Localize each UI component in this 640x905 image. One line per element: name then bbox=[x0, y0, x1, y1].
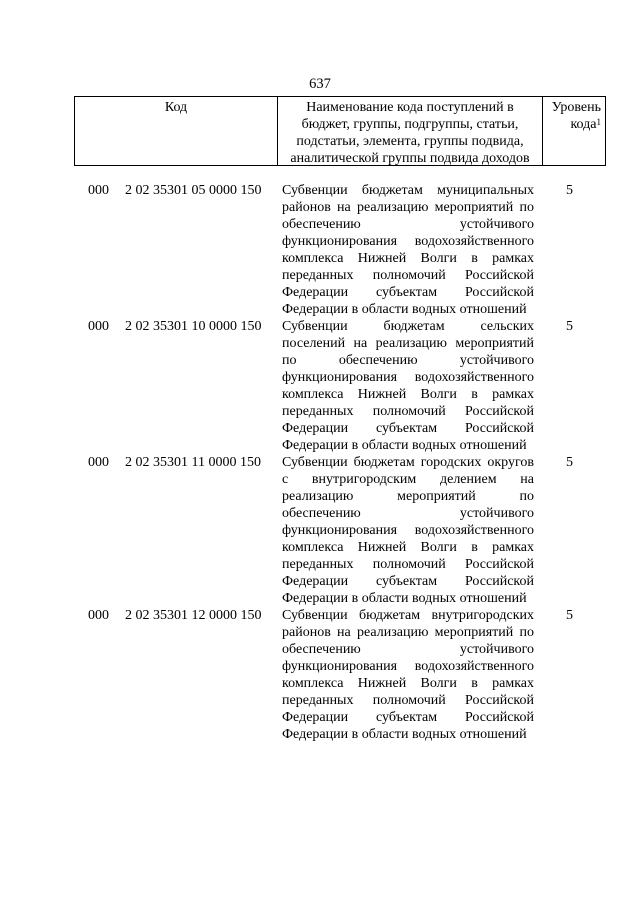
header-level-footnote: 1 bbox=[596, 117, 601, 127]
table-body bbox=[0, 182, 640, 743]
row-income-code: 2 02 35301 11 0000 150 bbox=[125, 455, 261, 470]
header-name-label: Наименование кода поступлений в бюджет, группы, подгруппы, статьи, подстатьи, элемента, группы подвида, аналитической группы подвида доходов bbox=[290, 100, 530, 166]
header-level-cell bbox=[543, 97, 605, 165]
table-row bbox=[0, 182, 640, 318]
table-header bbox=[74, 96, 606, 166]
row-level: 5 bbox=[566, 608, 573, 623]
header-level-wrap bbox=[543, 97, 605, 133]
row-admin-code: 000 bbox=[88, 608, 109, 623]
table-row bbox=[0, 454, 640, 607]
row-income-name: Субвенции бюджетам городских округов с внутригородским делением на реализацию мероприятий по обеспечению устойчивого функционирования водохозяйственного комплекса Нижней Волги в рамках переданных полномочий Российской Федерации субъектам Российской Федерации в области водных отношений bbox=[282, 455, 534, 606]
row-level: 5 bbox=[566, 183, 573, 198]
header-name-cell bbox=[278, 97, 543, 165]
row-income-name: Субвенции бюджетам внутригородских районов на реализацию мероприятий по обеспечению устойчивого функционирования водохозяйственного комплекса Нижней Волги в рамках переданных полномочий Российской Федерации субъектам Российской Федерации в области водных отношений bbox=[282, 608, 534, 742]
header-code-label: Код bbox=[164, 100, 188, 115]
row-income-code: 2 02 35301 10 0000 150 bbox=[125, 319, 262, 334]
row-admin-code: 000 bbox=[88, 319, 109, 334]
page-number: 637 bbox=[309, 76, 331, 92]
table-row bbox=[0, 318, 640, 454]
row-income-name: Субвенции бюджетам муниципальных районов на реализацию мероприятий по обеспечению устойчивого функционирования водохозяйственного комплекса Нижней Волги в рамках переданных полномочий Российской Федерации субъектам Российской Федерации в области водных отношений bbox=[282, 183, 534, 317]
row-income-code: 2 02 35301 05 0000 150 bbox=[125, 183, 262, 198]
header-level-label: Уровень кода bbox=[551, 100, 601, 132]
row-level: 5 bbox=[566, 455, 573, 470]
row-level: 5 bbox=[566, 319, 573, 334]
row-income-name: Субвенции бюджетам сельских поселений на реализацию мероприятий по обеспечению устойчивого функционирования водохозяйственного комплекса Нижней Волги в рамках переданных полномочий Российской Федерации субъектам Российской Федерации в области водных отношений bbox=[282, 319, 534, 453]
row-admin-code: 000 bbox=[88, 183, 109, 198]
row-admin-code: 000 bbox=[88, 455, 109, 470]
header-code-cell bbox=[75, 97, 278, 165]
table-row bbox=[0, 607, 640, 743]
row-income-code: 2 02 35301 12 0000 150 bbox=[125, 608, 262, 623]
